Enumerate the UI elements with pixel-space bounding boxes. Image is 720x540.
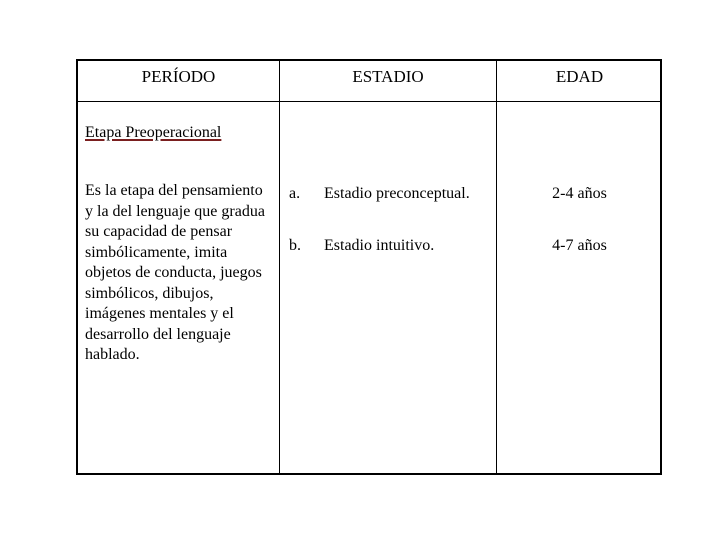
header-age: EDAD (555, 67, 604, 86)
stage-row (78, 237, 660, 259)
piaget-stage-table (76, 59, 662, 475)
period-title: Etapa Preoperacional (85, 124, 222, 141)
period-description: Es la etapa del pensamiento y la del lenguaje que gradua su capacidad de pensar simbólicamente, imita objetos de conducta, juegos simbólicos, dibujos, imágenes mentales y el desarrollo del lenguaje hablado. (85, 182, 265, 363)
stage-letter: a. (289, 185, 301, 202)
stage-name: Estadio preconceptual. (324, 185, 470, 202)
column-divider-stage-age (496, 61, 497, 473)
column-divider-period-stage (279, 61, 280, 473)
header-stage: ESTADIO (352, 67, 424, 86)
stage-letter: b. (289, 237, 301, 254)
stage-row (78, 185, 660, 207)
stage-age: 2-4 años (552, 185, 607, 202)
header-divider (78, 101, 660, 102)
stage-age: 4-7 años (552, 237, 607, 254)
stage-name: Estadio intuitivo. (324, 237, 435, 254)
header-period: PERÍODO (141, 67, 216, 86)
